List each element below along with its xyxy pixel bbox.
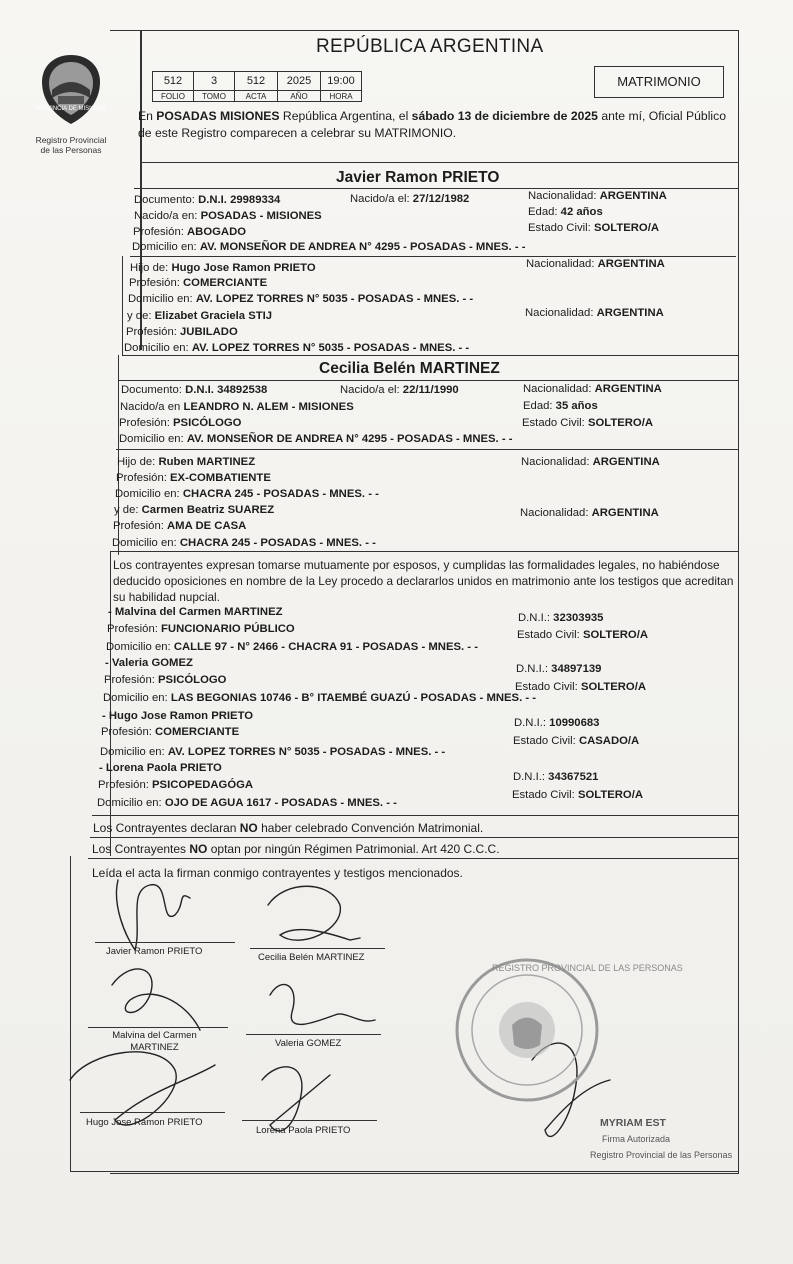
acta-value: 512	[235, 72, 278, 91]
witness-3-estado: Estado Civil: CASADO/A	[513, 735, 640, 747]
clause-convention: Los Contrayentes declaran NO haber celebrado Convención Matrimonial.	[93, 821, 484, 835]
stamp-authorized-signature: Firma Autorizada	[602, 1134, 671, 1144]
intro-place: POSADAS MISIONES	[156, 109, 280, 123]
act-type-box: MATRIMONIO	[594, 66, 724, 98]
stamp-registry-name: Registro Provincial de las Personas	[590, 1150, 733, 1160]
groom-nacido-en: Nacido/a en: POSADAS - MISIONES	[134, 210, 322, 222]
signature-line	[250, 948, 385, 949]
hour-value: 19:00	[321, 72, 362, 91]
witness-2-domicilio: Domicilio en: LAS BEGONIAS 10746 - B° ITAEMBÉ GUAZÚ - POSADAS - MNES. - -	[103, 692, 537, 704]
witness-3-domicilio: Domicilio en: AV. LOPEZ TORRES N° 5035 - POSADAS - MNES. - -	[100, 746, 446, 758]
witness-4-domicilio: Domicilio en: OJO DE AGUA 1617 - POSADAS - MNES. - -	[97, 797, 397, 809]
witness-2-estado: Estado Civil: SOLTERO/A	[515, 681, 646, 693]
groom-father: Hijo de: Hugo Jose Ramon PRIETO	[130, 262, 316, 274]
groom-name: Javier Ramon PRIETO	[336, 169, 500, 186]
hour-label: HORA	[321, 91, 362, 102]
signature-label-witness-4: Lorena Paola PRIETO	[256, 1125, 351, 1136]
signature-label-witness-3: Hugo Jose Ramon PRIETO	[86, 1117, 203, 1128]
bride-name: Cecilia Belén MARTINEZ	[319, 360, 500, 377]
groom-mother-domicilio: Domicilio en: AV. LOPEZ TORRES N° 5035 - POSADAS - MNES. - -	[124, 342, 470, 354]
groom-nacido: Nacido/a el: 27/12/1982	[350, 193, 470, 205]
groom-documento: Documento: D.N.I. 29989334	[134, 194, 281, 206]
bride-domicilio: Domicilio en: AV. MONSEÑOR DE ANDREA N° 4295 - POSADAS - MNES. - -	[119, 433, 513, 445]
folio-value: 512	[153, 72, 194, 91]
groom-mother-nacionalidad: Nacionalidad: ARGENTINA	[525, 307, 664, 319]
registry-caption-line1: Registro Provincial	[35, 135, 107, 145]
witness-3-dni: D.N.I.: 10990683	[514, 717, 600, 729]
witness-1-dni: D.N.I.: 32303935	[518, 612, 604, 624]
signature-label-bride: Cecilia Belén MARTINEZ	[258, 952, 365, 963]
signature-label-witness-1: Malvina del Carmen MARTINEZ	[112, 1030, 197, 1053]
bride-estado: Estado Civil: SOLTERO/A	[522, 417, 653, 429]
tomo-value: 3	[194, 72, 235, 91]
groom-mother-profesion: Profesión: JUBILADO	[126, 326, 238, 338]
bride-mother: y de: Carmen Beatriz SUAREZ	[114, 504, 275, 516]
closing-statement: Leída el acta la firman conmigo contrayentes y testigos mencionados.	[92, 866, 463, 880]
witness-4-dni: D.N.I.: 34367521	[513, 771, 599, 783]
bride-father-domicilio: Domicilio en: CHACRA 245 - POSADAS - MNES. - -	[115, 488, 379, 500]
groom-father-nacionalidad: Nacionalidad: ARGENTINA	[526, 258, 665, 270]
witness-1-name: - Malvina del Carmen MARTINEZ	[108, 606, 283, 618]
witness-3-name: - Hugo Jose Ramon PRIETO	[102, 710, 254, 722]
groom-father-profesion: Profesión: COMERCIANTE	[129, 277, 268, 289]
bride-mother-profesion: Profesión: AMA DE CASA	[113, 520, 247, 532]
groom-father-domicilio: Domicilio en: AV. LOPEZ TORRES N° 5035 - POSADAS - MNES. - -	[128, 293, 474, 305]
bride-mother-domicilio: Domicilio en: CHACRA 245 - POSADAS - MNES. - -	[112, 537, 376, 549]
bride-documento: Documento: D.N.I. 34892538	[121, 384, 268, 396]
signature-line	[80, 1112, 225, 1113]
seal-inscription: PROVINCIA DE MISIONES	[36, 106, 106, 112]
tomo-label: TOMO	[194, 91, 235, 102]
groom-profesion: Profesión: ABOGADO	[133, 226, 247, 238]
bride-father-nacionalidad: Nacionalidad: ARGENTINA	[521, 456, 660, 468]
folio-label: FOLIO	[153, 91, 194, 102]
groom-nacionalidad: Nacionalidad: ARGENTINA	[528, 190, 667, 202]
bride-nacido-en: Nacido/a en LEANDRO N. ALEM - MISIONES	[120, 401, 354, 413]
witness-1-profesion: Profesión: FUNCIONARIO PÚBLICO	[107, 623, 295, 635]
witness-4-profesion: Profesión: PSICOPEDAGÓGA	[98, 779, 254, 791]
bride-father-profesion: Profesión: EX-COMBATIENTE	[116, 472, 271, 484]
intro-paragraph: En POSADAS MISIONES República Argentina, el sábado 13 de diciembre de 2025 ante mí, Oficial Público de este Registro comparecen a celebrar su MATRIMONIO.	[138, 109, 726, 140]
witness-3-profesion: Profesión: COMERCIANTE	[101, 726, 240, 738]
groom-estado: Estado Civil: SOLTERO/A	[528, 222, 659, 234]
declaration-paragraph: Los contrayentes expresan tomarse mutuamente por esposos, y cumplidas las formalidades legales, no habiéndose deducido oposiciones en nombre de la Ley procedo a declararlos unidos en matrimonio ante los testigos que acreditan su habilidad nupcial.	[113, 558, 734, 604]
stamp-officer-name: MYRIAM EST	[600, 1117, 666, 1129]
groom-edad: Edad: 42 años	[528, 206, 603, 218]
year-label: AÑO	[278, 91, 321, 102]
bride-nacionalidad: Nacionalidad: ARGENTINA	[523, 383, 662, 395]
signature-line	[242, 1120, 377, 1121]
acta-label: ACTA	[235, 91, 278, 102]
bride-father: Hijo de: Ruben MARTINEZ	[117, 456, 256, 468]
witness-2-dni: D.N.I.: 34897139	[516, 663, 602, 675]
witness-4-estado: Estado Civil: SOLTERO/A	[512, 789, 643, 801]
signature-label-groom: Javier Ramon PRIETO	[106, 946, 203, 957]
witness-2-name: - Valeria GOMEZ	[105, 657, 193, 669]
bride-edad: Edad: 35 años	[523, 400, 598, 412]
witness-1-domicilio: Domicilio en: CALLE 97 - N° 2466 - CHACRA 91 - POSADAS - MNES. - -	[106, 641, 478, 653]
country-title: REPÚBLICA ARGENTINA	[316, 36, 544, 57]
signature-line	[88, 1027, 228, 1028]
groom-domicilio: Domicilio en: AV. MONSEÑOR DE ANDREA N° 4295 - POSADAS - MNES. - -	[132, 241, 526, 253]
clause-regime: Los Contrayentes NO optan por ningún Régimen Patrimonial. Art 420 C.C.C.	[92, 842, 500, 856]
bride-profesion: Profesión: PSICÓLOGO	[119, 417, 242, 429]
signature-line	[246, 1034, 381, 1035]
witness-1-estado: Estado Civil: SOLTERO/A	[517, 629, 648, 641]
registry-stamp-icon	[452, 955, 602, 1105]
bride-mother-nacionalidad: Nacionalidad: ARGENTINA	[520, 507, 659, 519]
bride-nacido: Nacido/a el: 22/11/1990	[340, 384, 459, 396]
stamp-ring-text: REGISTRO PROVINCIAL DE LAS PERSONAS	[492, 963, 683, 973]
official-stamp	[452, 955, 683, 1110]
intro-date: sábado 13 de diciembre de 2025	[411, 109, 598, 123]
signature-line	[95, 942, 235, 943]
witness-4-name: - Lorena Paola PRIETO	[99, 762, 222, 774]
signature-label-witness-2: Valeria GOMEZ	[275, 1038, 342, 1049]
groom-mother: y de: Elizabet Graciela STIJ	[127, 310, 273, 322]
year-value: 2025	[278, 72, 321, 91]
registry-caption-line2: de las Personas	[40, 145, 102, 155]
witness-2-profesion: Profesión: PSICÓLOGO	[104, 674, 227, 686]
